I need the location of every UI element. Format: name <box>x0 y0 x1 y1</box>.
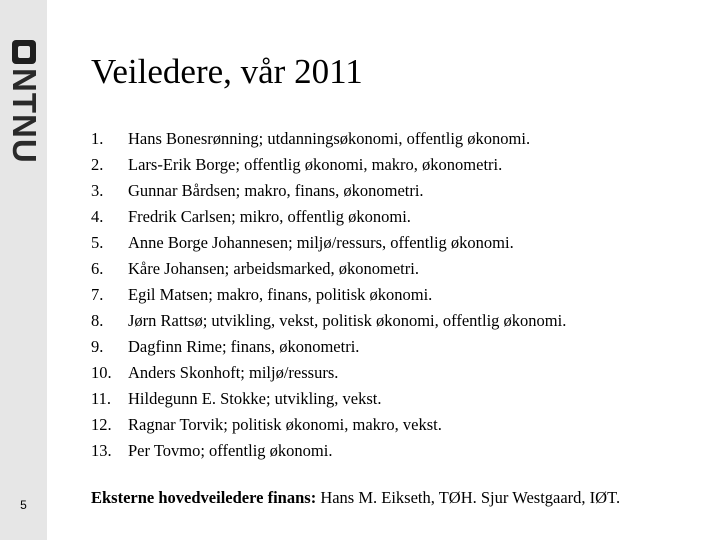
item-text: Fredrik Carlsen; mikro, offentlig økonomi. <box>128 207 411 226</box>
ntnu-logo-text: NTNU <box>6 68 43 164</box>
item-text: Kåre Johansen; arbeidsmarked, økonometri. <box>128 259 419 278</box>
item-text: Jørn Rattsø; utvikling, vekst, politisk økonomi, offentlig økonomi. <box>128 311 567 330</box>
item-number: 4. <box>91 207 104 226</box>
list-item <box>91 412 566 438</box>
item-number: 8. <box>91 311 104 330</box>
item-text: Gunnar Bårdsen; makro, finans, økonometri. <box>128 181 424 200</box>
list-item <box>91 334 566 360</box>
item-number: 6. <box>91 259 104 278</box>
item-text: Hans Bonesrønning; utdanningsøkonomi, offentlig økonomi. <box>128 129 531 148</box>
list-item <box>91 282 566 308</box>
item-number: 13. <box>91 441 112 460</box>
list-item <box>91 204 566 230</box>
external-supervisors <box>91 488 620 508</box>
sidebar <box>0 0 47 540</box>
list-item <box>91 126 566 152</box>
list-item <box>91 256 566 282</box>
item-text: Per Tovmo; offentlig økonomi. <box>128 441 333 460</box>
footer-label: Eksterne hovedveiledere finans: <box>91 488 317 507</box>
item-text: Anne Borge Johannesen; miljø/ressurs, offentlig økonomi. <box>128 233 514 252</box>
supervisor-list <box>91 126 566 464</box>
item-number: 2. <box>91 155 104 174</box>
list-item <box>91 308 566 334</box>
footer-text: Hans M. Eikseth, TØH. Sjur Westgaard, IØT. <box>316 488 621 507</box>
item-number: 10. <box>91 363 112 382</box>
item-text: Hildegunn E. Stokke; utvikling, vekst. <box>128 389 382 408</box>
item-text: Egil Matsen; makro, finans, politisk økonomi. <box>128 285 433 304</box>
item-number: 11. <box>91 389 112 408</box>
list-item <box>91 386 566 412</box>
list-item <box>91 178 566 204</box>
item-number: 9. <box>91 337 104 356</box>
list-item <box>91 360 566 386</box>
list-item <box>91 438 566 464</box>
item-text: Ragnar Torvik; politisk økonomi, makro, vekst. <box>128 415 442 434</box>
list-item <box>91 230 566 256</box>
slide-title: Veiledere, vår 2011 <box>91 52 363 91</box>
item-number: 1. <box>91 129 104 148</box>
item-number: 3. <box>91 181 104 200</box>
list-item <box>91 152 566 178</box>
ntnu-logo-icon <box>12 40 36 64</box>
item-text: Lars-Erik Borge; offentlig økonomi, makro, økonometri. <box>128 155 503 174</box>
slide-number: 5 <box>20 498 27 512</box>
item-number: 7. <box>91 285 104 304</box>
item-text: Dagfinn Rime; finans, økonometri. <box>128 337 360 356</box>
item-text: Anders Skonhoft; miljø/ressurs. <box>128 363 339 382</box>
item-number: 12. <box>91 415 112 434</box>
item-number: 5. <box>91 233 104 252</box>
